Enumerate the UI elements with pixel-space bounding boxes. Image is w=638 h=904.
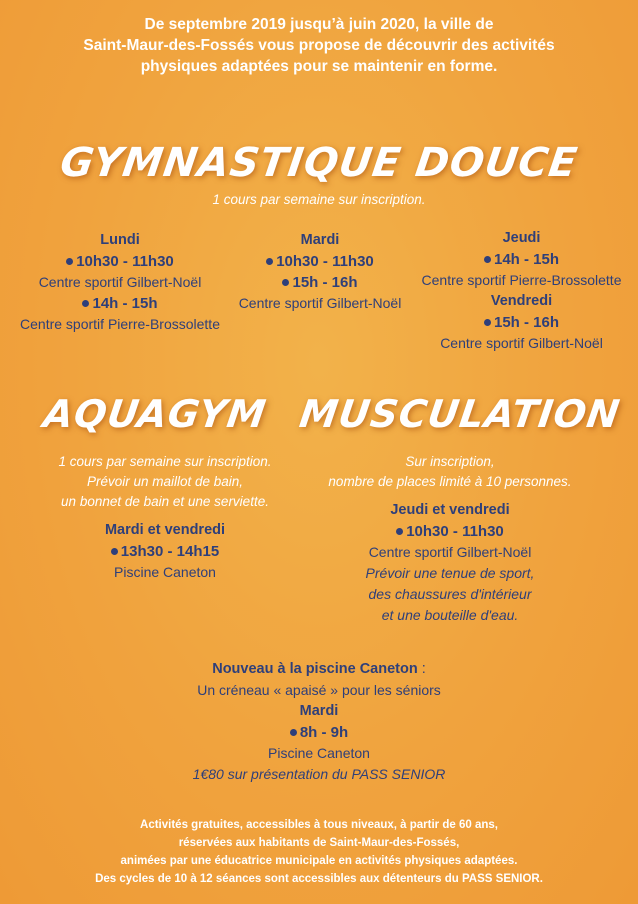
place-label: Centre sportif Gilbert-Noël xyxy=(440,335,603,351)
bullet-icon xyxy=(82,300,89,307)
bullet-icon xyxy=(484,256,491,263)
intro-text xyxy=(0,14,638,77)
time-slot: 8h - 9h xyxy=(0,722,638,743)
day-label: Lundi xyxy=(100,232,140,248)
time-slot: 14h - 15h xyxy=(405,249,638,270)
bullet-icon xyxy=(290,729,297,736)
day-label: Jeudi et vendredi xyxy=(390,502,510,518)
bullet-icon xyxy=(396,528,403,535)
musculation-advice: Prévoir une tenue de sport, xyxy=(365,565,535,581)
aquagym-note: Prévoir un maillot de bain, xyxy=(86,474,244,489)
place-label: Piscine Caneton xyxy=(114,564,216,580)
footer-line: Des cycles de 10 à 12 séances sont accessibles aux détenteurs du PASS SENIOR. xyxy=(95,873,543,885)
musculation-note: Sur inscription, xyxy=(405,454,495,469)
nouveau-price: 1€80 sur présentation du PASS SENIOR xyxy=(192,766,446,782)
aquagym-section xyxy=(10,452,320,583)
time-slot: 15h - 16h xyxy=(405,312,638,333)
gym-mardi xyxy=(220,230,420,314)
time-slot: 15h - 16h xyxy=(220,272,420,293)
footer-line: animées par une éducatrice municipale en activités physiques adaptées. xyxy=(120,855,518,867)
intro-line: De septembre 2019 jusqu’à juin 2020, la ville de xyxy=(144,16,494,33)
footer-line: Activités gratuites, accessibles à tous niveaux, à partir de 60 ans, xyxy=(140,819,498,831)
aquagym-note: 1 cours par semaine sur inscription. xyxy=(58,454,272,469)
musculation-note: nombre de places limité à 10 personnes. xyxy=(328,474,572,489)
gym-title: GYMNASTIQUE DOUCE xyxy=(57,140,581,186)
musculation-title: MUSCULATION xyxy=(296,392,624,436)
day-label: Mardi xyxy=(299,703,339,719)
day-label: Mardi et vendredi xyxy=(104,522,226,538)
nouveau-heading: Nouveau à la piscine Caneton : xyxy=(212,661,426,677)
nouveau-section xyxy=(0,659,638,785)
bullet-icon xyxy=(282,279,289,286)
musculation-section xyxy=(300,452,600,626)
musculation-advice: et une bouteille d'eau. xyxy=(381,607,519,623)
footer-line: réservées aux habitants de Saint-Maur-des-Fossés, xyxy=(178,837,460,849)
day-label: Mardi xyxy=(300,232,340,248)
day-label: Vendredi xyxy=(490,293,553,309)
nouveau-line: Un créneau « apaisé » pour les séniors xyxy=(197,682,441,698)
time-slot: 14h - 15h xyxy=(0,293,240,314)
place-label: Centre sportif Gilbert-Noël xyxy=(38,274,202,290)
gym-jeudi-vendredi xyxy=(405,228,638,354)
day-label: Jeudi xyxy=(502,230,541,246)
time-slot: 10h30 - 11h30 xyxy=(300,521,600,542)
intro-line: physiques adaptées pour se maintenir en forme. xyxy=(140,58,498,75)
gym-subtitle: 1 cours par semaine sur inscription. xyxy=(212,192,426,207)
bullet-icon xyxy=(484,319,491,326)
place-label: Centre sportif Gilbert-Noël xyxy=(368,544,532,560)
bullet-icon xyxy=(66,258,73,265)
aquagym-title: AQUAGYM xyxy=(40,392,270,436)
time-slot: 13h30 - 14h15 xyxy=(10,541,320,562)
footer-text xyxy=(0,816,638,888)
musculation-advice: des chaussures d'intérieur xyxy=(368,586,532,602)
place-label: Centre sportif Pierre-Brossolette xyxy=(421,272,622,288)
place-label: Centre sportif Gilbert-Noël xyxy=(238,295,402,311)
bullet-icon xyxy=(266,258,273,265)
bullet-icon xyxy=(111,548,118,555)
gym-lundi xyxy=(0,230,240,335)
place-label: Piscine Caneton xyxy=(268,745,370,761)
time-slot: 10h30 - 11h30 xyxy=(220,251,420,272)
time-slot: 10h30 - 11h30 xyxy=(0,251,240,272)
aquagym-note: un bonnet de bain et une serviette. xyxy=(61,494,269,509)
intro-line: Saint-Maur-des-Fossés vous propose de découvrir des activités xyxy=(83,37,555,54)
place-label: Centre sportif Pierre-Brossolette xyxy=(20,316,220,332)
